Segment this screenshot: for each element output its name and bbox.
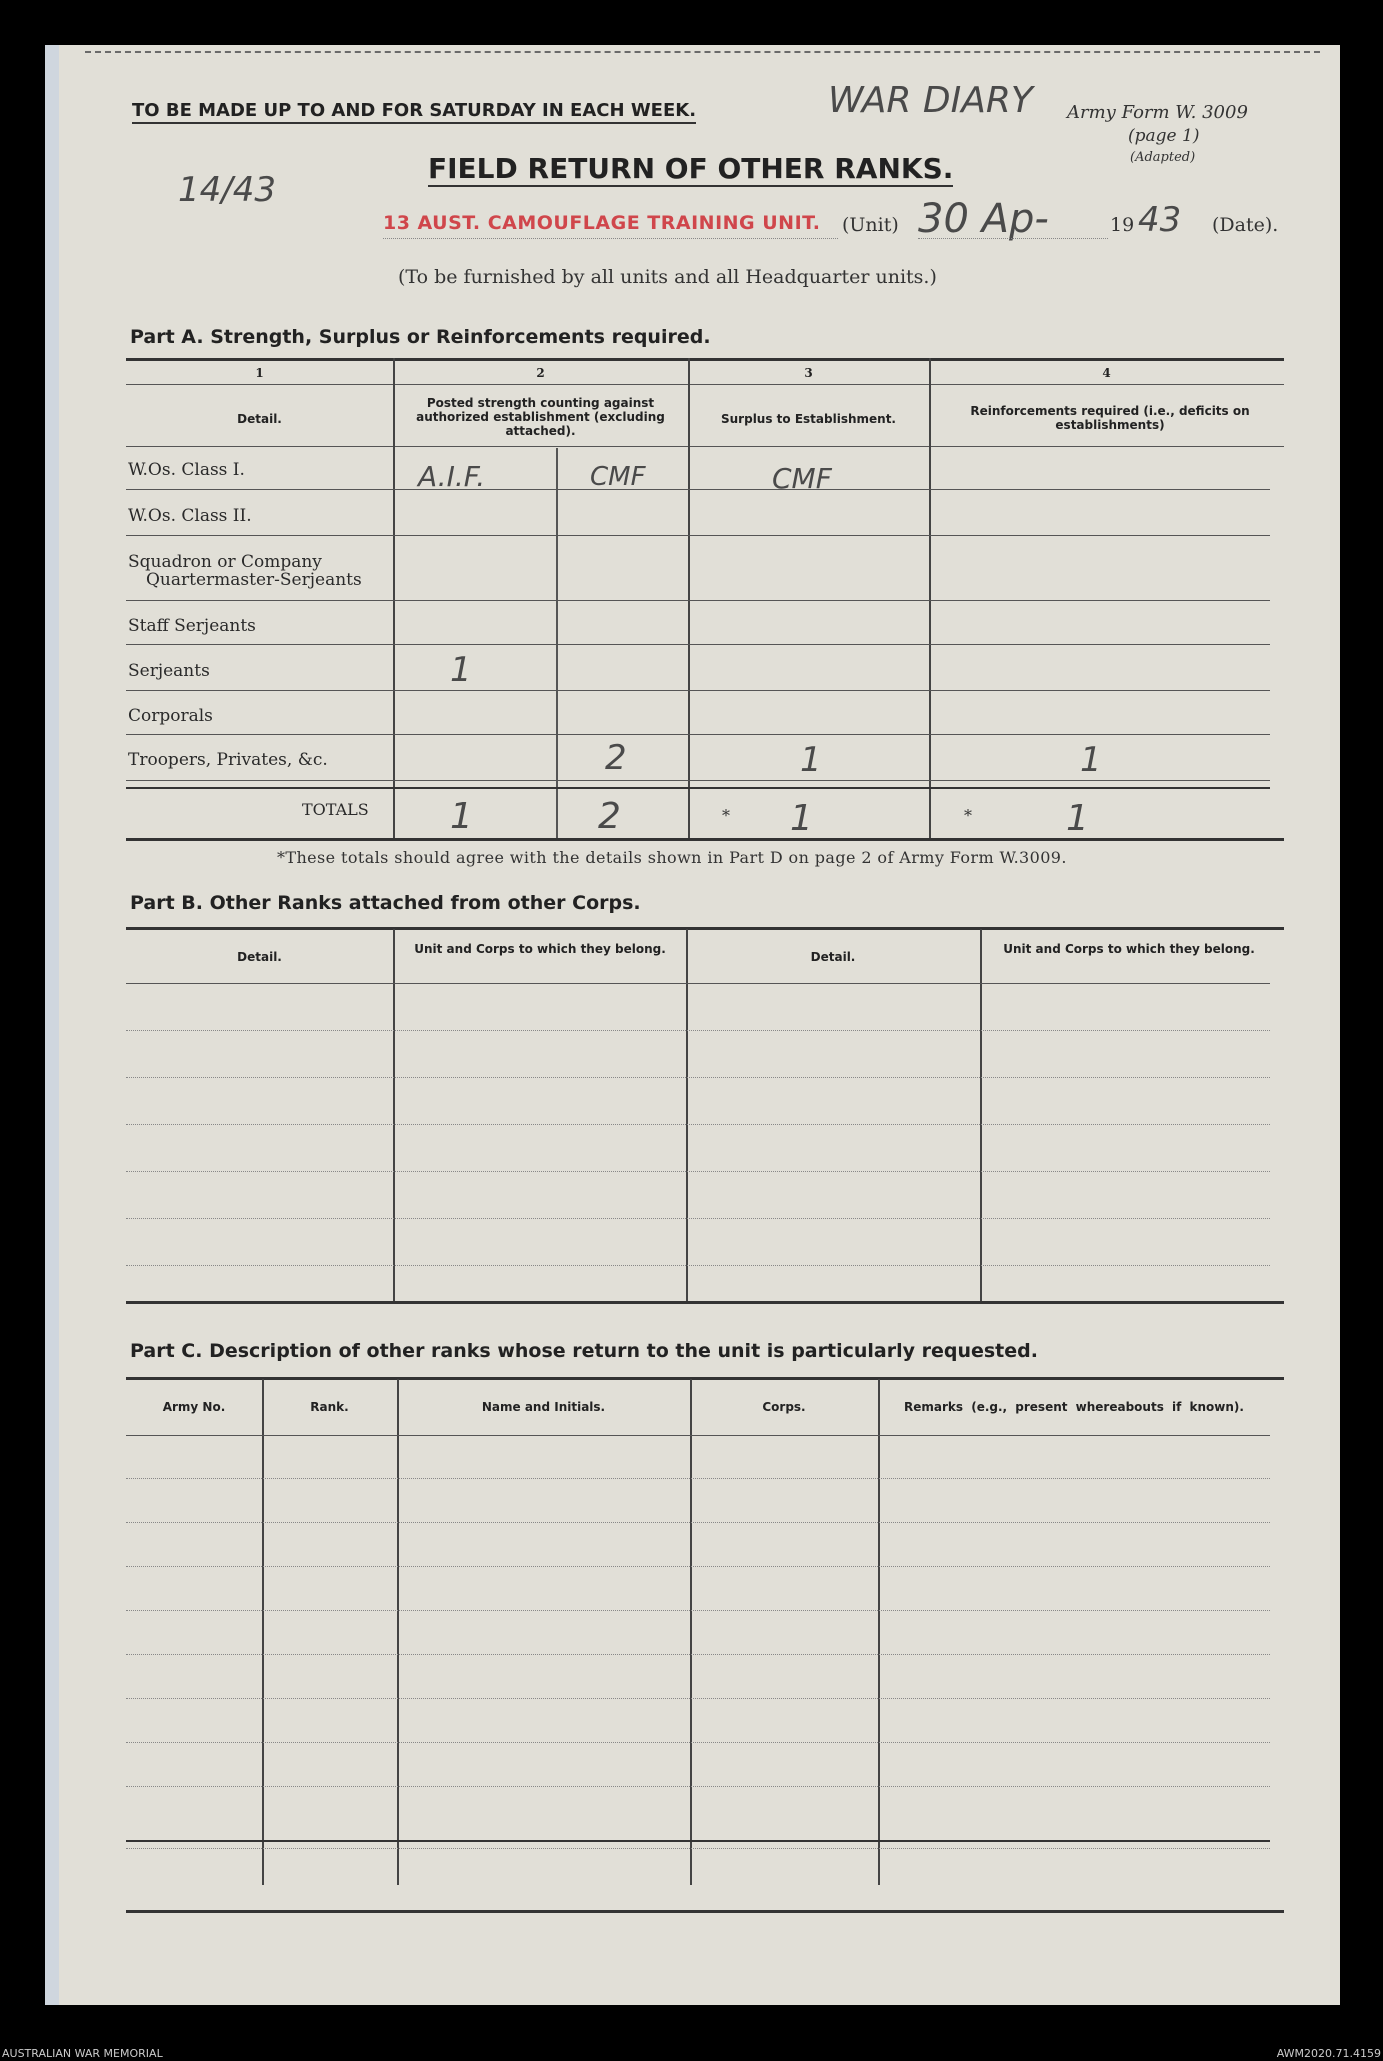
- part-c-header-corps: Corps.: [762, 1400, 806, 1414]
- entry-troopers-cmf: 2: [605, 738, 627, 778]
- part-c-header-remarks: Remarks (e.g., present whereabouts if known).: [904, 1400, 1244, 1414]
- totals-top-rule: [126, 787, 1270, 789]
- page-title: FIELD RETURN OF OTHER RANKS.: [428, 152, 954, 185]
- part-c-bottom-rule: [126, 1910, 1284, 1913]
- part-c-col-div-1: [262, 1379, 264, 1885]
- handwritten-year: 43: [1138, 200, 1182, 240]
- part-c-line-2: [126, 1522, 1270, 1523]
- date-dotted-line: [918, 238, 1108, 239]
- handwritten-war-diary: WAR DIARY: [828, 80, 1033, 121]
- row-rule-3: [126, 600, 1270, 601]
- header-surplus: Surplus to Establishment.: [721, 412, 896, 426]
- unit-stamp: 13 AUST. CAMOUFLAGE TRAINING UNIT.: [383, 212, 821, 234]
- part-c-line-6: [126, 1698, 1270, 1699]
- part-c-col-div-4: [878, 1379, 880, 1885]
- col-number-1: 1: [255, 366, 264, 380]
- part-c-header-rule: [126, 1435, 1270, 1436]
- row-label-corporals: Corporals: [128, 706, 213, 726]
- header-posted-strength: Posted strength counting against authorized establishment (excluding attached).: [416, 396, 665, 438]
- part-b-line-3: [126, 1124, 1270, 1125]
- part-c-col-div-3: [690, 1379, 692, 1885]
- unit-dotted-line: [383, 238, 838, 239]
- part-a-col-div-1: [393, 358, 395, 840]
- total-surplus: 1: [790, 798, 813, 839]
- part-b-header-detail-1: Detail.: [237, 950, 282, 964]
- row-rule-7: [126, 780, 1270, 781]
- footer-left: AUSTRALIAN WAR MEMORIAL: [2, 2047, 163, 2060]
- row-label-wo-class-2: W.Os. Class II.: [128, 506, 252, 526]
- row-label-squadron: Squadron or Company: [128, 552, 322, 572]
- part-c-line-8: [126, 1786, 1270, 1787]
- part-a-footnote: *These totals should agree with the details shown in Part D on page 2 of Army Form W.3009.: [277, 848, 1067, 867]
- part-c-line-9: [126, 1848, 1270, 1849]
- row-label-wo-class-1: W.Os. Class I.: [128, 460, 245, 480]
- instruction-text: TO BE MADE UP TO AND FOR SATURDAY IN EACH WEEK.: [132, 100, 696, 124]
- part-c-line-5: [126, 1654, 1270, 1655]
- unit-label: (Unit): [842, 214, 899, 236]
- part-c-line-3: [126, 1566, 1270, 1567]
- header-detail: Detail.: [237, 412, 282, 426]
- row-label-qms: Quartermaster-Serjeants: [146, 570, 362, 590]
- total-reinforcements-star: *: [964, 806, 972, 825]
- part-c-line-7: [126, 1742, 1270, 1743]
- part-b-line-6: [126, 1265, 1270, 1266]
- row-label-staff-serjeants: Staff Serjeants: [128, 616, 256, 636]
- entry-troopers-reinforcements: 1: [1080, 740, 1102, 780]
- row-rule-1: [126, 489, 1270, 490]
- subtitle: (To be furnished by all units and all Headquarter units.): [398, 266, 937, 288]
- row-rule-2: [126, 535, 1270, 536]
- part-c-line-4: [126, 1610, 1270, 1611]
- part-c-header-name: Name and Initials.: [481, 1400, 606, 1414]
- part-c-header-rank: Rank.: [310, 1400, 349, 1414]
- col-number-3: 3: [804, 366, 813, 380]
- part-b-header-rule: [126, 983, 1270, 984]
- part-c-title: Part C. Description of other ranks whose return to the unit is particularly requested.: [130, 1340, 1038, 1362]
- handwritten-cmf: CMF: [590, 462, 646, 492]
- handwritten-surplus-cmf: CMF: [772, 462, 832, 495]
- total-aif: 1: [450, 796, 473, 837]
- part-b-line-5: [126, 1218, 1270, 1219]
- part-b-header-unit-corps-1: Unit and Corps to which they belong.: [414, 942, 666, 956]
- part-b-line-1: [126, 1030, 1270, 1031]
- part-b-header-detail-2: Detail.: [810, 950, 856, 964]
- totals-label: TOTALS: [302, 800, 369, 819]
- part-a-number-rule: [126, 384, 1284, 385]
- part-b-top-rule: [126, 927, 1284, 930]
- perforation-line: [85, 51, 1320, 53]
- part-c-col-div-2: [397, 1379, 399, 1885]
- col-number-2: 2: [536, 366, 545, 380]
- total-surplus-star: *: [722, 806, 730, 825]
- form-number: Army Form W. 3009: [1067, 102, 1248, 123]
- col-number-4: 4: [1102, 366, 1111, 380]
- part-b-line-4: [126, 1171, 1270, 1172]
- part-a-title: Part A. Strength, Surplus or Reinforcements required.: [130, 326, 711, 348]
- row-rule-4: [126, 644, 1270, 645]
- total-reinforcements: 1: [1066, 798, 1089, 839]
- part-c-line-1: [126, 1478, 1270, 1479]
- part-b-col-div-1: [393, 929, 395, 1301]
- row-label-troopers: Troopers, Privates, &c.: [128, 750, 328, 770]
- part-b-header-unit-corps-2: Unit and Corps to which they belong.: [1003, 942, 1255, 956]
- handwritten-reference: 14/43: [178, 170, 276, 210]
- part-a-header-rule: [126, 446, 1284, 447]
- part-b-col-div-2: [686, 929, 688, 1301]
- row-rule-5: [126, 690, 1270, 691]
- handwritten-aif: A.I.F.: [418, 460, 486, 493]
- part-a-col-div-2: [688, 358, 690, 840]
- header-reinforcements: Reinforcements required (i.e., deficits on establishments): [970, 404, 1250, 432]
- part-b-col-div-3: [980, 929, 982, 1301]
- part-b-bottom-rule: [126, 1301, 1284, 1304]
- form-adapted: (Adapted): [1130, 150, 1196, 165]
- total-cmf: 2: [598, 796, 621, 837]
- row-label-serjeants: Serjeants: [128, 661, 210, 681]
- part-a-top-rule: [126, 358, 1284, 361]
- form-page: (page 1): [1128, 126, 1200, 146]
- date-label: (Date).: [1212, 214, 1279, 236]
- part-c-header-army-no: Army No.: [162, 1400, 226, 1414]
- handwritten-date: 30 Ap-: [918, 196, 1049, 242]
- row-rule-6: [126, 734, 1270, 735]
- part-a-bottom-rule: [126, 838, 1284, 841]
- part-b-title: Part B. Other Ranks attached from other Corps.: [130, 892, 641, 914]
- part-a-col-div-3: [929, 358, 931, 840]
- entry-serjeants-aif: 1: [450, 650, 472, 690]
- part-b-line-2: [126, 1077, 1270, 1078]
- part-c-lower-rule: [126, 1840, 1270, 1842]
- part-c-top-rule: [126, 1377, 1284, 1380]
- year-prefix: 19: [1110, 214, 1135, 236]
- paper-edge: [45, 45, 59, 2005]
- footer-right: AWM2020.71.4159: [1276, 2047, 1381, 2060]
- entry-troopers-surplus: 1: [800, 740, 822, 780]
